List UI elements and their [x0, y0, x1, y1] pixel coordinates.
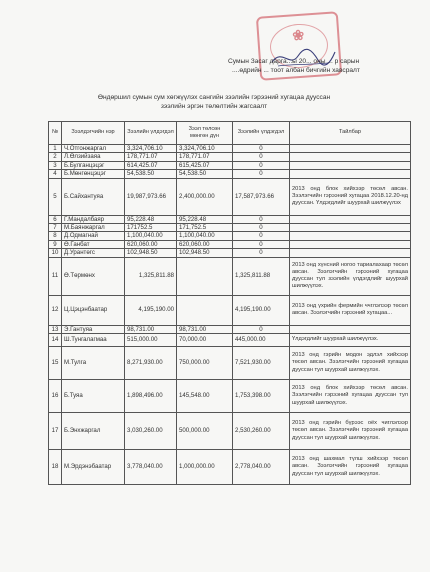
- amount-paid: 750,000.00: [177, 346, 233, 379]
- loan-balance: 178,771.07: [125, 153, 177, 161]
- borrower-name: Б.Булганцэцэг: [62, 161, 125, 169]
- amount-paid: 171,752.5: [177, 223, 233, 231]
- borrower-name: М.Баянжаргал: [62, 223, 125, 231]
- borrower-name: Ө.Төрмөнх: [62, 257, 125, 295]
- amount-paid: 3,324,706.10: [177, 145, 233, 153]
- loan-balance: 620,060.00: [125, 240, 177, 248]
- loan-balance: 1,898,496.00: [125, 379, 177, 412]
- remaining-balance: 0: [233, 232, 290, 240]
- borrower-name: Э.Гантуяа: [62, 325, 125, 333]
- remaining-balance: 0: [233, 145, 290, 153]
- borrower-name: Ц.Цэцэнбаатар: [62, 295, 125, 325]
- table-body: [49, 145, 411, 485]
- amount-paid: 102,948.50: [177, 249, 233, 257]
- loan-balance: 614,425.07: [125, 161, 177, 169]
- borrower-name: М.Тулга: [62, 346, 125, 379]
- loan-balance: 3,324,706.10: [125, 145, 177, 153]
- loan-balance: 19,987,973.66: [125, 178, 177, 215]
- header-loan-balance: Зээлийн үлдэгдэл: [125, 122, 177, 145]
- amount-paid: 2,400,000.00: [177, 178, 233, 215]
- row-note: [290, 240, 411, 248]
- loan-balance: 1,100,040.00: [125, 232, 177, 240]
- row-number: 15: [49, 346, 62, 379]
- row-number: 17: [49, 412, 62, 449]
- remaining-balance: 0: [233, 161, 290, 169]
- table-row: [49, 325, 411, 333]
- row-note: [290, 161, 411, 169]
- remaining-balance: 7,521,930.00: [233, 346, 290, 379]
- header-number: №: [49, 122, 62, 145]
- remaining-balance: 2,778,040.00: [233, 449, 290, 484]
- amount-paid: 95,228.48: [177, 215, 233, 223]
- row-number: 16: [49, 379, 62, 412]
- loan-balance: 98,731.00: [125, 325, 177, 333]
- header-line-2: ....өдрийн ... тоот албан бичгийн хавсралт: [232, 67, 360, 74]
- amount-paid: 620,060.00: [177, 240, 233, 248]
- row-number: 13: [49, 325, 62, 333]
- amount-paid: 615,425.07: [177, 161, 233, 169]
- loan-balance: 3,030,260.00: [125, 412, 177, 449]
- amount-paid: 98,731.00: [177, 325, 233, 333]
- borrower-name: Б.Энхжаргал: [62, 412, 125, 449]
- remaining-balance: 4,195,190.00: [233, 295, 290, 325]
- borrower-name: Ч.Отгонжаргал: [62, 145, 125, 153]
- amount-paid: 1,100,040.00: [177, 232, 233, 240]
- row-note: Үлдэгдлийг шуурхай шилжүүлэх.: [290, 333, 411, 346]
- borrower-name: Д.Одмагнай: [62, 232, 125, 240]
- document-title-line-2: зээлийн эргэн төлөлтийн жагсаалт: [160, 103, 268, 110]
- loan-balance: 102,948.50: [125, 249, 177, 257]
- row-note: 2013 онд гэрийн модон эдлэл хийхээр төсөл авсан. Зээлэгчийн гэрээний хугацаа дууссан тул шуурхай шилжүүлэх.: [290, 346, 411, 379]
- row-note: [290, 215, 411, 223]
- table-row: [49, 215, 411, 223]
- row-number: 9: [49, 240, 62, 248]
- borrower-name: Л.Өлзийзаяа: [62, 153, 125, 161]
- table-row: [49, 232, 411, 240]
- header-amount-paid: Зээл төлсөн мөнгөн дүн: [177, 122, 233, 145]
- remaining-balance: 2,530,260.00: [233, 412, 290, 449]
- table-row: [49, 249, 411, 257]
- table-row: [49, 170, 411, 178]
- remaining-balance: 17,587,973.66: [233, 178, 290, 215]
- row-note: [290, 153, 411, 161]
- remaining-balance: 0: [233, 153, 290, 161]
- borrower-name: М.Эрдэнэбаатар: [62, 449, 125, 484]
- row-note: 2013 онд үхрийн фермийн ччглэлээр төсөл авсан. Зээлэгчийн гэрээний хугацаа...: [290, 295, 411, 325]
- row-number: 3: [49, 161, 62, 169]
- table-row: [49, 257, 411, 295]
- remaining-balance: 0: [233, 325, 290, 333]
- row-number: 4: [49, 170, 62, 178]
- row-note: 2013 онд гэрийн бүрээс оёх чиглэлээр төсөл авсан. Зээлэгчийн гэрээний хугацаа дууссан тул шуурхай шилжүүлэх.: [290, 412, 411, 449]
- loan-balance: 171752.5: [125, 223, 177, 231]
- row-note: [290, 145, 411, 153]
- row-note: 2013 онд хүнсний ногоо тариалахаар төсөл авсан. Зээлэгчийн гэрээний хугацаа дууссан тул зээлийн үлдэгдлийг шуурхай шилжүүлэх.: [290, 257, 411, 295]
- row-note: 2013 онд блок хийхээр төсөл авсан. Зээлэгчийн гэрээний хугацаа дууссан тул шуурхай шилжүүлэх.: [290, 379, 411, 412]
- row-number: 5: [49, 178, 62, 215]
- table-row: [49, 333, 411, 346]
- table-row: [49, 153, 411, 161]
- row-note: [290, 223, 411, 231]
- row-number: 11: [49, 257, 62, 295]
- row-number: 8: [49, 232, 62, 240]
- row-note: [290, 249, 411, 257]
- amount-paid: 145,548.00: [177, 379, 233, 412]
- borrower-name: Б.Мөнгөнцэцэг: [62, 170, 125, 178]
- header-borrower: Зээлдэгчийн нэр: [62, 122, 125, 145]
- row-number: 12: [49, 295, 62, 325]
- remaining-balance: 0: [233, 170, 290, 178]
- header-notes: Тайлбар: [290, 122, 411, 145]
- remaining-balance: 0: [233, 215, 290, 223]
- table-row: [49, 178, 411, 215]
- loan-balance: 3,778,040.00: [125, 449, 177, 484]
- amount-paid: 500,000.00: [177, 412, 233, 449]
- amount-paid: 54,538.50: [177, 170, 233, 178]
- row-number: 10: [49, 249, 62, 257]
- row-note: [290, 232, 411, 240]
- remaining-balance: 0: [233, 240, 290, 248]
- row-number: 2: [49, 153, 62, 161]
- remaining-balance: 0: [233, 249, 290, 257]
- amount-paid: [177, 257, 233, 295]
- table-row: [49, 346, 411, 379]
- amount-paid: 178,771.07: [177, 153, 233, 161]
- loan-balance: 8,271,930.00: [125, 346, 177, 379]
- borrower-name: Ш.Тунгалагмаа: [62, 333, 125, 346]
- header-line-1: Сумын Засаг дарга...ы 20... оны ... р сарын: [228, 58, 360, 65]
- loan-balance: 4,195,190.00: [125, 295, 177, 325]
- borrower-name: Ө.Ганбат: [62, 240, 125, 248]
- remaining-balance: 1,325,811.88: [233, 257, 290, 295]
- table-row: [49, 449, 411, 484]
- loan-repayment-table: [48, 121, 411, 485]
- row-number: 18: [49, 449, 62, 484]
- remaining-balance: 0: [233, 223, 290, 231]
- amount-paid: 70,000.00: [177, 333, 233, 346]
- row-number: 1: [49, 145, 62, 153]
- row-note: [290, 325, 411, 333]
- row-number: 7: [49, 223, 62, 231]
- document-title-line-1: Өндөршил сумын сум хөгжүүлэх сангийн зээлийн гэрээний хугацаа дууссан: [97, 94, 331, 101]
- loan-balance: 1,325,811.88: [125, 257, 177, 295]
- row-note: 2013 онд блок хийхээр төсөл авсан. Зээлэгчийн гэрээний хугацаа 2018.12.20-нд дууссан. Үлдэгдлийг шуурхай шилжүүлэх: [290, 178, 411, 215]
- amount-paid: [177, 295, 233, 325]
- borrower-name: Г.Мандалбаяр: [62, 215, 125, 223]
- stamp-emblem-icon: ❀: [291, 27, 305, 45]
- borrower-name: Д.Урантөгс: [62, 249, 125, 257]
- table-header-row: [49, 122, 411, 145]
- row-note: [290, 170, 411, 178]
- table-row: [49, 161, 411, 169]
- header-remaining-balance: Зээлийн үлдэгдэл: [233, 122, 290, 145]
- loan-balance: 54,538.50: [125, 170, 177, 178]
- borrower-name: Б.Туяа: [62, 379, 125, 412]
- row-number: 6: [49, 215, 62, 223]
- table-row: [49, 223, 411, 231]
- loan-balance: 95,228.48: [125, 215, 177, 223]
- remaining-balance: 445,000.00: [233, 333, 290, 346]
- borrower-name: Б.Сайхантуяа: [62, 178, 125, 215]
- table-row: [49, 412, 411, 449]
- amount-paid: 1,000,000.00: [177, 449, 233, 484]
- row-number: 14: [49, 333, 62, 346]
- table-row: [49, 295, 411, 325]
- remaining-balance: 1,753,398.00: [233, 379, 290, 412]
- row-note: 2013 онд шахмал түлш хийхээр төсөл авсан. Зээлэгчийн гэрээний хугацаа дууссан тул шуурхай шилжүүлэх.: [290, 449, 411, 484]
- table-row: [49, 240, 411, 248]
- table-row: [49, 379, 411, 412]
- table-row: [49, 145, 411, 153]
- loan-balance: 515,000.00: [125, 333, 177, 346]
